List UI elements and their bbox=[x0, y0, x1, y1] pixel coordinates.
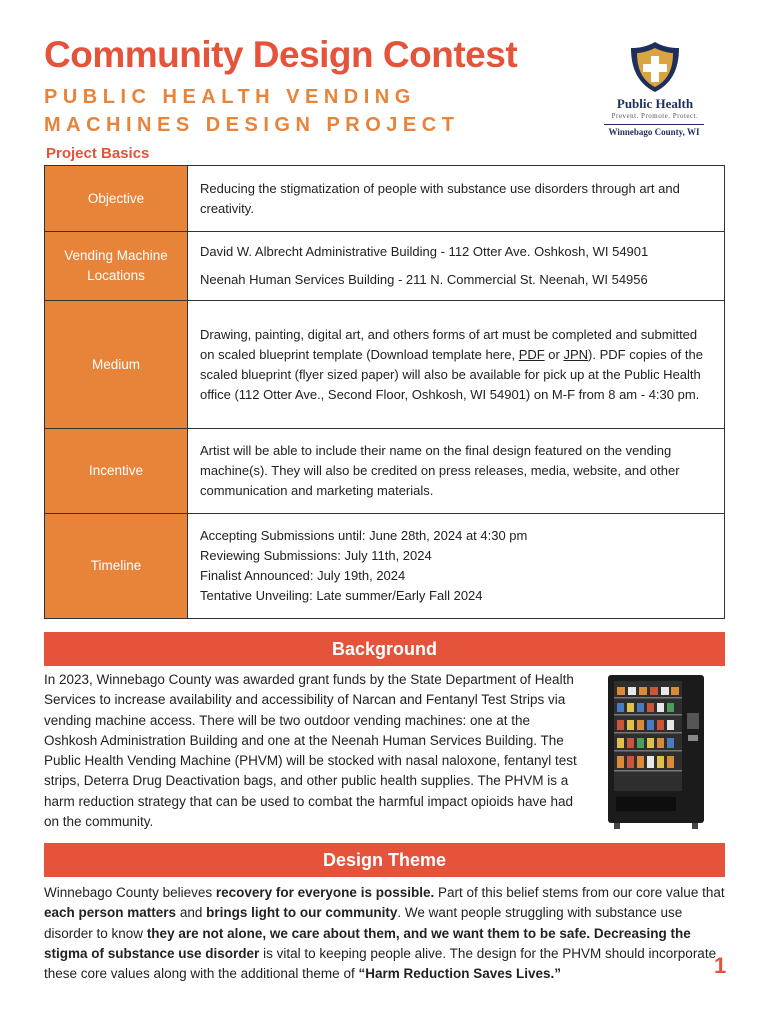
incentive-label: Incentive bbox=[45, 429, 188, 514]
page-title: Community Design Contest bbox=[44, 34, 518, 75]
objective-text bbox=[188, 166, 725, 232]
theme-text-part: Winnebago County believes bbox=[44, 885, 216, 900]
table-row bbox=[45, 301, 725, 429]
table-row bbox=[45, 232, 725, 301]
vending-machine-image bbox=[604, 673, 714, 833]
background-text: In 2023, Winnebago County was awarded grant funds by the State Department of Health Services to increase availability and accessibility of Narcan and Fentanyl Test Strips via vending machine access. There will be two outdoor vending machines: one at the Oshkosh Administration Building and one at the Neenah Human Services Building. The Public Health Vending Machine (PHVM) will be stocked with nasal naloxone, fentanyl test strips, Deterra Drug Deactivation bags, and other public health supplies. The PHVM is a harm reduction strategy that can be used to combat the harmful impact opioids have had on the community. bbox=[44, 672, 577, 830]
page-number: 1 bbox=[714, 953, 727, 978]
table-row bbox=[45, 514, 725, 619]
timeline-item: Finalist Announced: July 19th, 2024 bbox=[200, 568, 406, 583]
background-heading: Background bbox=[44, 632, 725, 666]
theme-bold-part: they are not alone, we care about them, and we want them to be safe. Decreasing the stigma of substance use disorder bbox=[44, 925, 691, 961]
logo-tagline: Prevent. Promote. Protect. bbox=[611, 112, 699, 120]
theme-text-part: is vital to keeping people alive. The design for the PHVM should incorporate these core values along with the additional theme of bbox=[44, 945, 717, 982]
theme-bold-part: brings light to our community bbox=[206, 905, 398, 921]
location-1: David W. Albrecht Administrative Building - 112 Otter Ave. Oshkosh, WI 54901 bbox=[200, 244, 649, 259]
objective-label: Objective bbox=[45, 166, 188, 232]
table-row bbox=[45, 166, 725, 232]
logo-org-name: Public Health bbox=[616, 96, 694, 111]
timeline-label: Timeline bbox=[45, 514, 188, 619]
medium-text-1: Drawing, painting, digital art, and others forms of art must be completed and submitted on scaled blueprint template (Download template here, bbox=[200, 326, 698, 362]
incentive-text bbox=[188, 429, 725, 514]
design-theme-text bbox=[44, 883, 734, 984]
theme-text-part: and bbox=[176, 905, 207, 921]
medium-paragraph bbox=[200, 325, 712, 405]
pdf-link[interactable]: PDF bbox=[518, 346, 545, 362]
timeline-item: Accepting Submissions until: June 28th, 2024 at 4:30 pm bbox=[200, 528, 528, 543]
medium-text-2: ). PDF copies of the scaled blueprint (flyer sized paper) will also be available for pick up at the Public Health office (112 Otter Ave., Second Floor, Oshkosh, WI 54901) on M-F from 8 am - 4:30 pm. bbox=[200, 346, 703, 402]
theme-text-part: Part of this belief stems from our core value that bbox=[434, 885, 725, 900]
theme-bold-part: “Harm Reduction Saves Lives.” bbox=[358, 966, 562, 982]
table-row bbox=[45, 429, 725, 514]
medium-label: Medium bbox=[45, 301, 188, 429]
theme-text-part: . We want people struggling with substance use disorder to know bbox=[44, 905, 683, 941]
timeline-text bbox=[188, 514, 725, 619]
locations-label: Vending Machine Locations bbox=[45, 232, 188, 301]
page-subtitle: PUBLIC HEALTH VENDING MACHINES DESIGN PROJECT bbox=[44, 86, 460, 136]
public-health-logo bbox=[590, 40, 720, 140]
jpn-link[interactable]: JPN bbox=[563, 346, 589, 362]
design-theme-heading: Design Theme bbox=[44, 843, 725, 877]
shield-icon bbox=[627, 40, 683, 94]
project-basics-table bbox=[44, 165, 725, 619]
medium-text bbox=[188, 301, 725, 429]
locations-text bbox=[188, 232, 725, 301]
project-basics-heading: Project Basics bbox=[46, 145, 150, 162]
timeline-item: Reviewing Submissions: July 11th, 2024 bbox=[200, 548, 432, 563]
theme-bold-part: each person matters bbox=[44, 905, 177, 921]
incentive-paragraph: Artist will be able to include their name on the final design featured on the vending machine(s). They will also be credited on press releases, media, website, and other communication and marketing materials. bbox=[200, 443, 680, 498]
medium-or: or bbox=[544, 346, 564, 362]
theme-bold-part: recovery for everyone is possible. bbox=[215, 885, 435, 900]
objective-paragraph: Reducing the stigmatization of people with substance use disorders through art and creativity. bbox=[200, 180, 680, 216]
timeline-item: Tentative Unveiling: Late summer/Early Fall 2024 bbox=[200, 588, 483, 603]
location-2: Neenah Human Services Building - 211 N. Commercial St. Neenah, WI 54956 bbox=[200, 272, 648, 287]
logo-county: Winnebago County, WI bbox=[604, 124, 704, 137]
